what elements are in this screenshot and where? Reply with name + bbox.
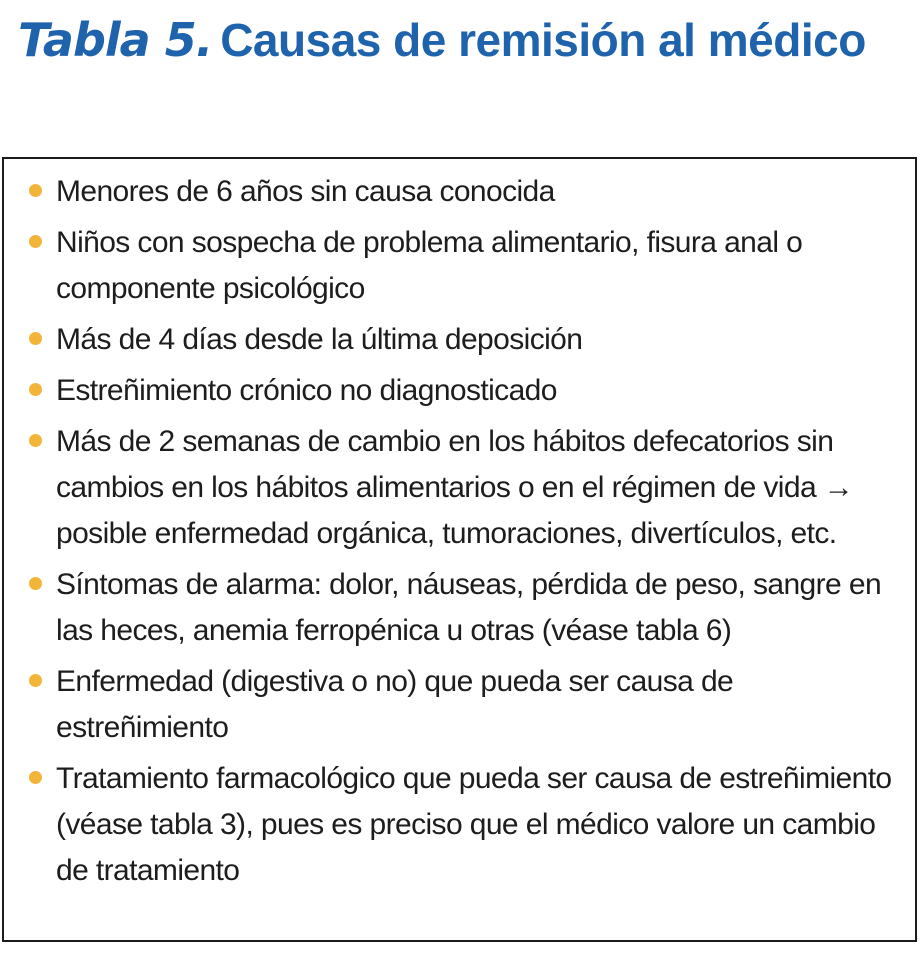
list-item <box>28 169 908 215</box>
bullet-icon <box>29 434 42 447</box>
list-item-text: Más de 4 días desde la última deposición <box>56 323 583 356</box>
list-item <box>28 317 908 363</box>
list-item <box>28 419 908 557</box>
bullet-icon <box>29 383 42 396</box>
list-item-text: Niños con sospecha de problema alimentario, fisura anal o componente psicológico <box>56 226 803 305</box>
bullet-icon <box>29 332 42 345</box>
page-title <box>18 12 908 68</box>
table-title: Causas de remisión al médico <box>220 14 866 66</box>
list-item-text: Más de 2 semanas de cambio en los hábitos defecatorios sin cambios en los hábitos alimentarios o en el régimen de vida → posible enfermedad orgánica, tumoraciones, divertículos, etc. <box>56 425 854 550</box>
bullet-icon <box>29 577 42 590</box>
referral-causes-list <box>28 169 908 899</box>
table-label: Tabla 5. <box>18 13 213 67</box>
list-item-text: Tratamiento farmacológico que pueda ser causa de estreñimiento (véase tabla 3), pues es preciso que el médico valore un cambio de tratamiento <box>56 762 892 887</box>
list-item <box>28 220 908 312</box>
list-item <box>28 659 908 751</box>
list-item-text: Enfermedad (digestiva o no) que pueda ser causa de estreñimiento <box>56 665 734 744</box>
list-item <box>28 368 908 414</box>
bullet-icon <box>29 771 42 784</box>
list-item-text: Estreñimiento crónico no diagnosticado <box>56 374 557 407</box>
bullet-icon <box>29 184 42 197</box>
list-item-text: Síntomas de alarma: dolor, náuseas, pérdida de peso, sangre en las heces, anemia ferropénica u otras (véase tabla 6) <box>56 568 882 647</box>
list-item-text: Menores de 6 años sin causa conocida <box>56 175 555 208</box>
list-item <box>28 562 908 654</box>
content-box <box>2 157 917 942</box>
list-item <box>28 756 908 894</box>
bullet-icon <box>29 674 42 687</box>
bullet-icon <box>29 235 42 248</box>
